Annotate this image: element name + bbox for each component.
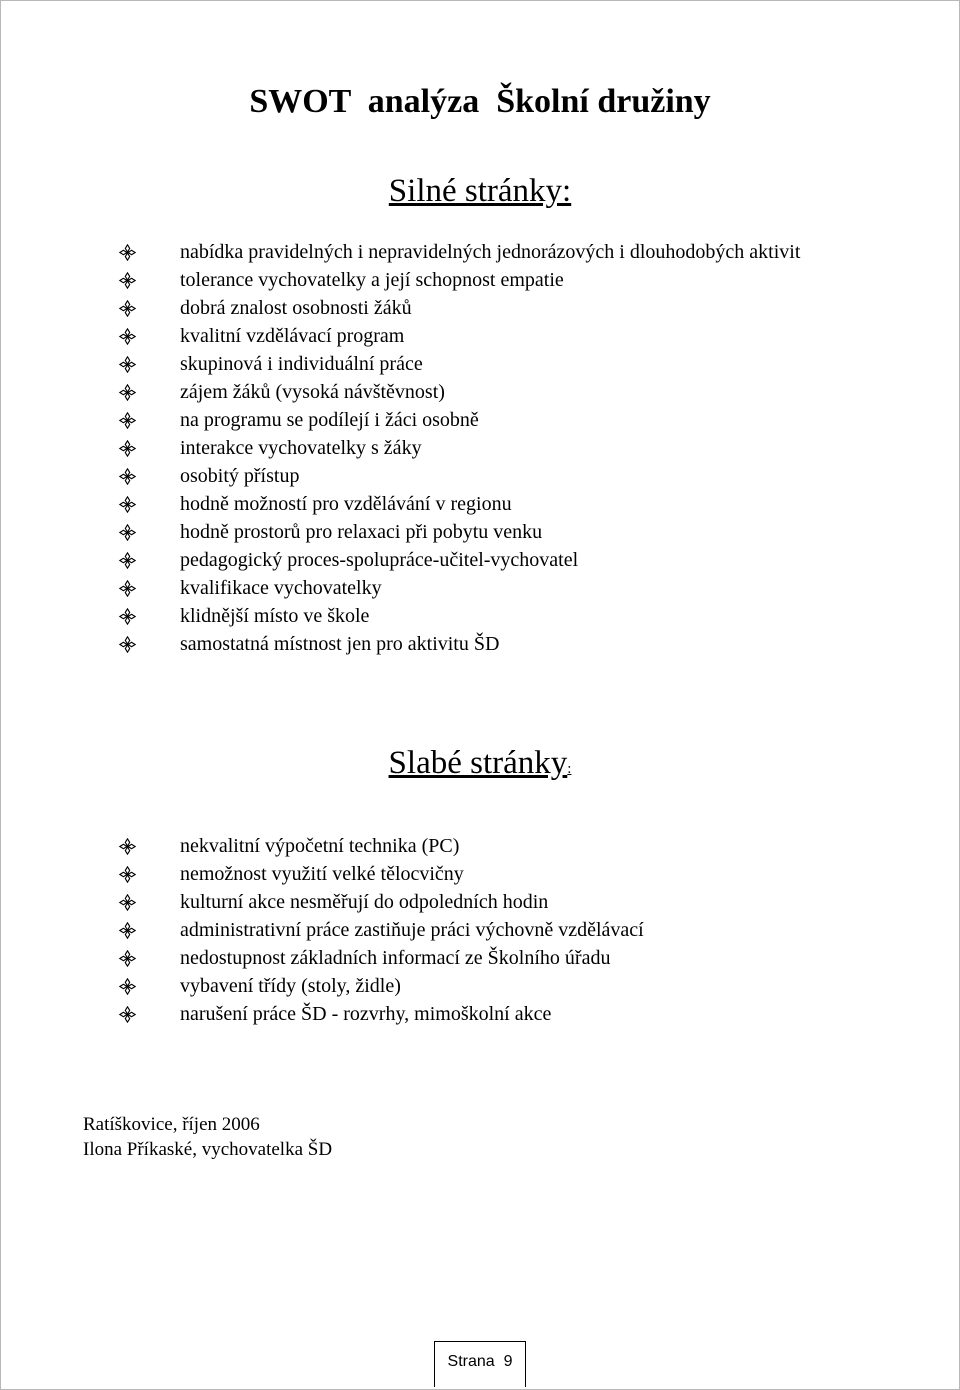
four-diamond-star-icon (118, 888, 140, 916)
four-diamond-star-icon (118, 916, 140, 944)
four-diamond-star-icon (118, 1000, 140, 1028)
weakness-item (118, 888, 878, 916)
weaknesses-list (118, 832, 878, 1028)
weaknesses-heading-colon: : (567, 761, 572, 777)
strength-item (118, 490, 878, 518)
strength-item-text: nabídka pravidelných i nepravidelných jednorázových i dlouhodobých aktivit (180, 241, 801, 263)
weakness-item (118, 916, 878, 944)
weakness-item (118, 860, 878, 888)
strength-item (118, 378, 878, 406)
four-diamond-star-icon (118, 462, 140, 490)
weakness-item-text: narušení práce ŠD - rozvrhy, mimoškolní akce (180, 1003, 552, 1025)
four-diamond-star-icon (118, 832, 140, 860)
four-diamond-star-icon (118, 944, 140, 972)
strength-item-text: osobitý přístup (180, 465, 300, 487)
strength-item (118, 602, 878, 630)
weakness-item (118, 1000, 878, 1028)
weakness-item-text: nekvalitní výpočetní technika (PC) (180, 835, 460, 857)
four-diamond-star-icon (118, 574, 140, 602)
four-diamond-star-icon (118, 294, 140, 322)
strength-item-text: interakce vychovatelky s žáky (180, 437, 422, 459)
four-diamond-star-icon (118, 378, 140, 406)
strengths-heading-text: Silné stránky: (388, 173, 572, 209)
strength-item (118, 350, 878, 378)
strengths-list (118, 238, 878, 658)
weakness-item (118, 972, 878, 1000)
strength-item-text: klidnější místo ve škole (180, 605, 370, 627)
weakness-item-text: nedostupnost základních informací ze Školního úřadu (180, 947, 611, 969)
four-diamond-star-icon (118, 518, 140, 546)
weaknesses-heading-text: Slabé stránky (388, 745, 568, 781)
strength-item-text: na programu se podílejí i žáci osobně (180, 409, 479, 431)
strength-item (118, 546, 878, 574)
strength-item-text: samostatná místnost jen pro aktivitu ŠD (180, 633, 500, 655)
four-diamond-star-icon (118, 406, 140, 434)
strength-item-text: hodně prostorů pro relaxaci při pobytu venku (180, 521, 543, 543)
four-diamond-star-icon (118, 266, 140, 294)
page-number: Strana 9 (434, 1341, 526, 1387)
weakness-item-text: vybavení třídy (stoly, židle) (180, 975, 401, 997)
strength-item-text: skupinová i individuální práce (180, 353, 423, 375)
strength-item-text: kvalifikace vychovatelky (180, 577, 382, 599)
strength-item (118, 462, 878, 490)
strength-item-text: kvalitní vzdělávací program (180, 325, 405, 347)
weakness-item-text: administrativní práce zastiňuje práci výchovně vzdělávací (180, 919, 644, 941)
weakness-item (118, 944, 878, 972)
four-diamond-star-icon (118, 972, 140, 1000)
four-diamond-star-icon (118, 630, 140, 658)
strength-item-text: dobrá znalost osobnosti žáků (180, 297, 412, 319)
strength-item (118, 266, 878, 294)
weakness-item-text: kulturní akce nesměřují do odpoledních hodin (180, 891, 549, 913)
weaknesses-heading (1, 745, 959, 782)
four-diamond-star-icon (118, 350, 140, 378)
strength-item-text: hodně možností pro vzdělávání v regionu (180, 493, 512, 515)
strength-item-text: pedagogický proces-spolupráce-učitel-vychovatel (180, 549, 579, 571)
strength-item (118, 294, 878, 322)
strength-item (118, 434, 878, 462)
signature-author: Ilona Příkaské, vychovatelka ŠD (83, 1139, 333, 1160)
weakness-item-text: nemožnost využití velké tělocvičny (180, 863, 464, 885)
strength-item-text: zájem žáků (vysoká návštěvnost) (180, 381, 445, 403)
four-diamond-star-icon (118, 490, 140, 518)
strength-item (118, 630, 878, 658)
four-diamond-star-icon (118, 546, 140, 574)
signature-block (83, 1112, 332, 1162)
four-diamond-star-icon (118, 434, 140, 462)
signature-place-date: Ratíškovice, říjen 2006 (83, 1114, 260, 1135)
strength-item (118, 406, 878, 434)
four-diamond-star-icon (118, 602, 140, 630)
strength-item (118, 518, 878, 546)
strength-item (118, 322, 878, 350)
strength-item-text: tolerance vychovatelky a její schopnost empatie (180, 269, 564, 291)
weakness-item (118, 832, 878, 860)
four-diamond-star-icon (118, 322, 140, 350)
document-title: SWOT analýza Školní družiny (249, 83, 711, 120)
strengths-heading (1, 173, 959, 210)
strength-item (118, 574, 878, 602)
strength-item (118, 238, 878, 266)
four-diamond-star-icon (118, 238, 140, 266)
four-diamond-star-icon (118, 860, 140, 888)
